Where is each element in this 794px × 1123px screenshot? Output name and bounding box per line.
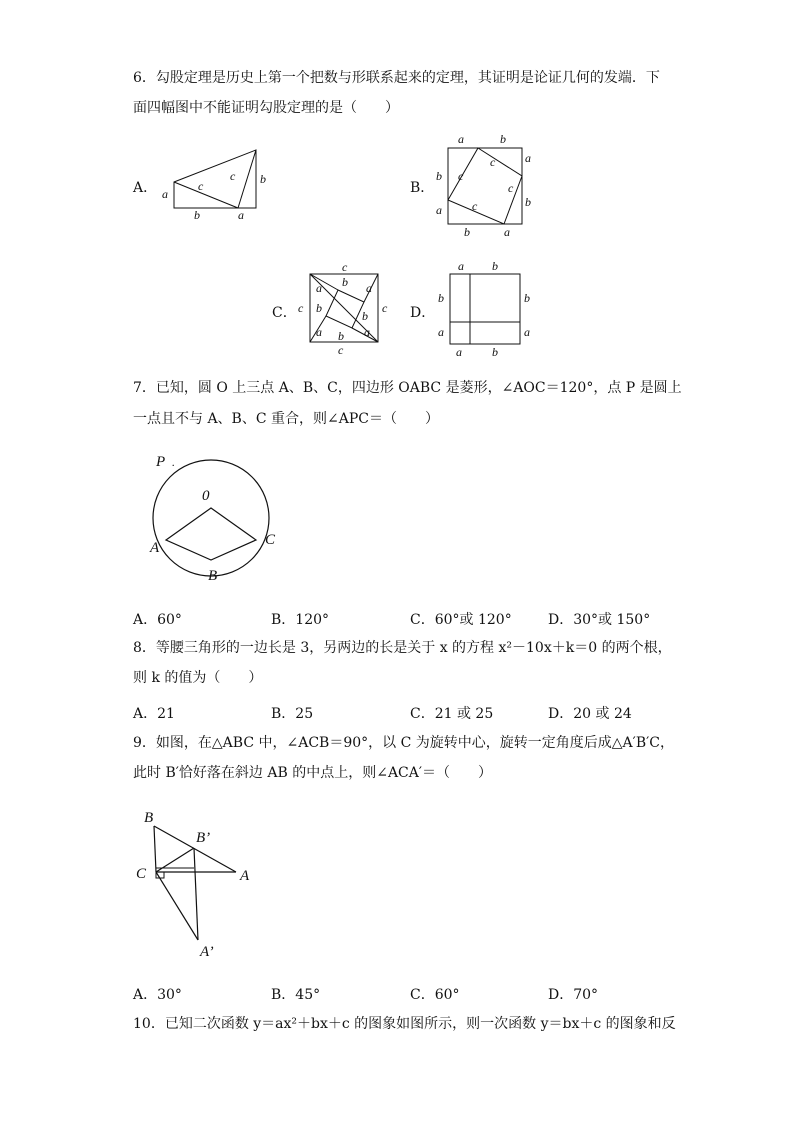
q6c-b3: b: [362, 309, 368, 323]
q6b-a-right: a: [525, 151, 531, 165]
q6b-a-top: a: [458, 132, 464, 146]
q6b-b-top: b: [500, 132, 506, 146]
q6c-c-right: c: [382, 301, 388, 315]
q6d-a-right: a: [524, 325, 530, 339]
q6b-c4: c: [458, 169, 464, 183]
q7-option-c[interactable]: C．60°或 120°: [410, 612, 512, 628]
q6-option-c-label: C．: [272, 305, 297, 321]
q6b-c1: c: [490, 155, 496, 169]
q6d-a-bottom: a: [456, 345, 462, 359]
q6a-label-a-bottom: a: [238, 208, 244, 222]
q8-text-line1: 8．等腰三角形的一边长是 3，另两边的长是关于 x 的方程 x²－10x＋k＝0 的两个根，: [133, 640, 672, 656]
q6c-a2: a: [366, 281, 372, 295]
q6b-a-left: a: [436, 203, 442, 217]
q6-option-a-label: A．: [133, 180, 158, 196]
q6c-a4: a: [316, 325, 322, 339]
q6c-a1: a: [316, 281, 322, 295]
q9-option-b[interactable]: B．45°: [271, 987, 321, 1003]
q6-figure-a: [160, 140, 280, 220]
q6b-b-right: b: [525, 195, 531, 209]
q9-label-c: C: [136, 866, 147, 882]
q6-option-b-label: B．: [410, 180, 435, 196]
q6b-b-left: b: [436, 169, 442, 183]
q7-option-d[interactable]: D．30°或 150°: [548, 612, 651, 628]
q6-text-line1: 6．勾股定理是历史上第一个把数与形联系起来的定理，其证明是论证几何的发端．下: [133, 70, 660, 86]
q6-figure-c: [296, 260, 396, 357]
q6c-c-bottom: c: [338, 343, 344, 357]
q7-text-line2: 一点且不与 A、B、C 重合，则∠APC＝（ ）: [133, 411, 439, 427]
q8-option-b[interactable]: B．25: [271, 706, 314, 722]
q6a-label-b-bottom: b: [194, 208, 200, 222]
q9-label-a-prime: A’: [200, 944, 214, 960]
q6d-b-right: b: [524, 291, 530, 305]
q6d-a-top: a: [458, 259, 464, 273]
q9-option-d[interactable]: D．70°: [548, 987, 599, 1003]
q7-figure-circle: [146, 448, 296, 588]
q7-text-line1: 7．已知，圆 O 上三点 A、B、C，四边形 OABC 是菱形，∠AOC＝120°，点 P 是圆上: [133, 380, 682, 396]
q6c-c-left: c: [298, 301, 304, 315]
q6d-b-top: b: [492, 259, 498, 273]
q6d-b-bottom: b: [492, 345, 498, 359]
q6-option-d-label: D．: [410, 305, 436, 321]
q8-option-c[interactable]: C．21 或 25: [410, 706, 494, 722]
q7-point-p-dot: .: [172, 455, 175, 469]
q9-option-a[interactable]: A．30°: [133, 987, 182, 1003]
q6c-c-top: c: [342, 260, 348, 274]
q6c-a3: a: [364, 325, 370, 339]
q9-label-a: A: [240, 868, 250, 884]
q6b-c3: c: [472, 199, 478, 213]
q8-option-d[interactable]: D．20 或 24: [548, 706, 632, 722]
q6d-b-left: b: [438, 291, 444, 305]
q7-label-p: P: [156, 454, 166, 470]
q7-label-c: C: [265, 532, 276, 548]
q7-option-b[interactable]: B．120°: [271, 612, 330, 628]
q6c-b4: b: [338, 329, 344, 343]
q6-figure-b: [430, 128, 540, 238]
q7-label-a: A: [150, 540, 160, 556]
q6b-c2: c: [508, 181, 514, 195]
q6-figure-d: [434, 258, 544, 358]
q9-label-b: B: [144, 810, 154, 826]
q6a-label-c1: c: [198, 179, 204, 193]
q9-text-line1: 9．如图，在△ABC 中，∠ACB＝90°，以 C 为旋转中心，旋转一定角度后成△A′B′C，: [133, 735, 674, 751]
q6d-a-left: a: [438, 325, 444, 339]
q10-text-line1: 10．已知二次函数 y＝ax²＋bx＋c 的图象如图所示，则一次函数 y＝bx＋c 的图象和反: [133, 1016, 676, 1032]
q6c-b2: b: [342, 275, 348, 289]
q6a-label-b-right: b: [260, 172, 266, 186]
q8-option-a[interactable]: A．21: [133, 706, 175, 722]
q8-text-line2: 则 k 的值为（ ）: [133, 670, 263, 686]
q9-option-c[interactable]: C．60°: [410, 987, 460, 1003]
q6c-b1: b: [316, 301, 322, 315]
q6a-label-a: a: [162, 187, 168, 201]
q6b-b-bottom: b: [464, 225, 470, 239]
q9-figure-rotation: [132, 804, 282, 964]
q9-label-b-prime: B’: [196, 830, 211, 846]
q6b-a-bottom: a: [504, 225, 510, 239]
q7-label-b: B: [208, 568, 218, 584]
q6-text-line2: 面四幅图中不能证明勾股定理的是（ ）: [133, 100, 399, 116]
q6a-label-c2: c: [230, 169, 236, 183]
q9-text-line2: 此时 B′恰好落在斜边 AB 的中点上，则∠ACA′＝（ ）: [133, 765, 493, 781]
q7-option-a[interactable]: A．60°: [133, 612, 182, 628]
q7-label-o: 0: [202, 488, 210, 504]
